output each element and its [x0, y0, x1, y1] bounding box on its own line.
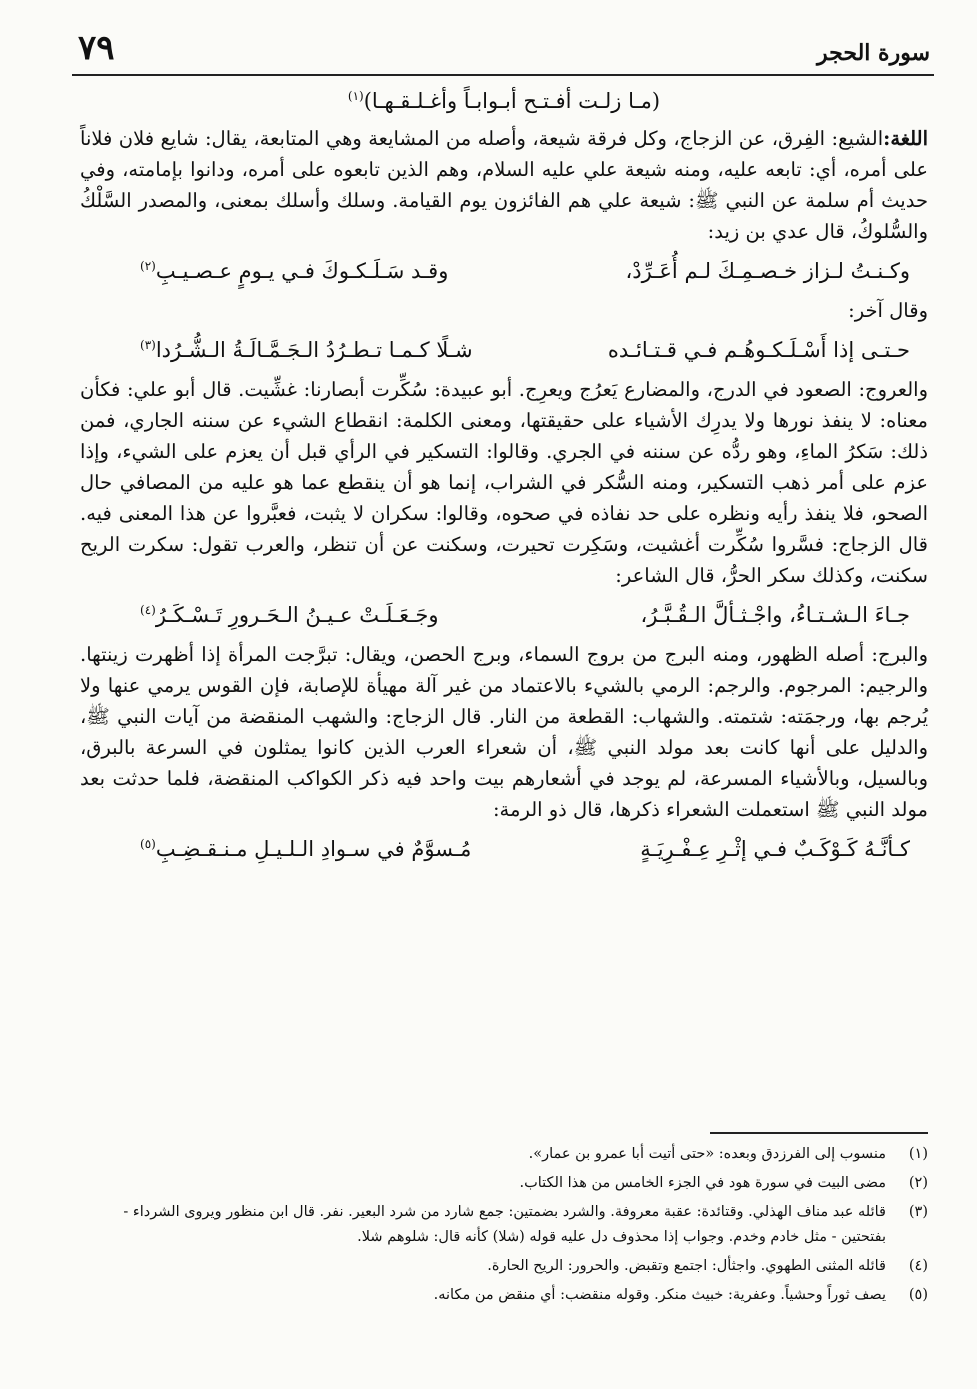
footnote-ref-4: (٤): [140, 603, 156, 617]
footnote: [80, 1283, 928, 1308]
footnotes: [80, 1142, 928, 1312]
poem-hemistich-right: كـأنَّـهُ كَـوْكَـبٌ فـي إثْـرِ عِـفْـرِيَـةٍ: [640, 837, 910, 861]
footnote-number: (١): [908, 1146, 928, 1162]
footnote-number: (٢): [908, 1175, 928, 1191]
another-said: وقال آخر:: [848, 299, 928, 322]
footnote-text: منسوب إلى الفرزدق وبعده: «حتى أتيت أبا عمرو بن عمار».: [528, 1146, 886, 1162]
page-header: [72, 22, 934, 76]
footnote-number: (٥): [908, 1287, 928, 1303]
poem-line-2: [80, 326, 928, 374]
footnote-text: قائله المثنى الطهوي. واجثأل: اجتمع وتقبض. والحرور: الريح الحارة.: [487, 1258, 886, 1274]
footnote-number: (٣): [908, 1204, 928, 1220]
footnote: [80, 1200, 928, 1250]
footnote-divider: [710, 1132, 928, 1134]
paragraph-text: الشيع: الفِرق، عن الزجاج، وكل فرقة شيعة، وأصله من المشايعة وهي المتابعة، يقال: شايع فلان فلاناً على أمره، أي: تابعه عليه، ومنه شيعة علي عليه السلام، وهم الذين تابعوه على أمره، ودانوا بإمامته، وفي حديث أم سلمة عن النبي ﷺ: شيعة علي هم الفائزون يوم القيامة. وسلك وأسلك بمعنى، والمصدر السَّلْكُ والسُّلوكُ، قال عدي بن زيد:: [80, 127, 928, 243]
main-text: [80, 86, 928, 873]
footnote-ref-5: (٥): [140, 837, 156, 851]
poem-line-4: [80, 825, 928, 873]
paragraph-burj: والبرج: أصله الظهور، ومنه البرج من بروج السماء، وبرج الحصن، ويقال: تبرَّجت المرأة إذا أظهرت زينتها. والرجيم: المرجوم. والرجم: الرمي بالشيء بالاعتماد من غير آلة مهيأة للإصابة، فإن القوس يرمي عنها ولا يُرجم بها، ورجمَته: شتمته. والشهاب: القطعة من النار. قال الزجاج: والشهب المنقضة من آيات النبي ﷺ، والدليل على أنها كانت بعد مولد النبي ﷺ، أن شعراء العرب الذين كانوا يمثلون في السرعة بالبرق، وبالسيل، وبالأشياء المسرعة، لم يوجد في أشعارهم بيت واحد فيه ذكر الكواكب المنقضة، فلما حدثت بعد مولد النبي ﷺ استعملت الشعراء ذكرها، قال ذو الرمة:: [80, 643, 928, 821]
poem-hemistich-left: وقـد سَـلَـكـوكَ فـي يـومٍ عـصـيـبِ$^{(٢)}$: [140, 259, 449, 283]
paragraph-uruj: والعروج: الصعود في الدرج، والمضارع يَعرُج ويعرِج. أبو عبيدة: سُكِّرت أبصارنا: غشِّيت. قال أبو علي: فكأن معناه: لا ينفذ نورها ولا يدرِك الأشياء على حقيقتها، ومعنى الكلمة: انقطاع الشيء عن سننه الجاري، فمن ذلك: سَكرُ الماءِ، وهو ردُّه عن سننه في الجري. وقالوا: التسكير في الرأي قبل أن يعزم على الشيء، وإذا عزم على أمر ذهب التسكير، ومنه السُّكر في الشراب، إنما هو أن ينقطع عما هو عليه من المصافي حال الصحو، فلا ينفذ رأيه ونظره على حد نفاذه في صحوه، وقالوا: سكران لا يثبت، فعبَّروا عن هذا المعنى فيه. قال الزجاج: فسَّروا سُكِّرت أغشيت، وسَكِرت تحيرت، وسكنت عن أن تنظر، والعرب تقول: سكرت الريح سكنت، وكذلك سكر الحرُّ، قال الشاعر:: [80, 378, 928, 587]
poem-hemistich-right: جـاءَ الـشـتـاءُ، واجْـثـألَّ الـقُـبَّـرُ،: [640, 603, 910, 627]
footnote-text: مضى البيت في سورة هود في الجزء الخامس من هذا الكتاب.: [519, 1175, 886, 1191]
footnote: [80, 1171, 928, 1196]
footnote: [80, 1142, 928, 1167]
footnote-ref-3: (٣): [140, 338, 156, 352]
footnote-ref-1: (١): [347, 89, 364, 103]
surah-title: سورة الحجر: [817, 40, 930, 66]
footnote-ref-2: (٢): [140, 259, 156, 273]
poem-line-3: [80, 591, 928, 639]
verse-text: (مـا زلـت أفـتـح أبـوابـاً وأغـلـقـهـا): [363, 89, 661, 113]
page-number: ٧٩: [78, 28, 115, 68]
poem-hemistich-right: وكـنـتُ لـزاز خـصـمِـكَ لـم أُعَـرِّدْ،: [625, 259, 910, 283]
poem-hemistich-left: شـلًا كـمـا تـطـرُدُ الـجَـمَّـالَـةُ الـشُّـرُدا$^{(٣)}$: [140, 338, 473, 362]
footnote: [80, 1254, 928, 1279]
poem-hemistich-left: مُـسوَّمٌ في سـوادِ الـلـيـلِ مـنـقـضِـبِ$^{(٥)}$: [140, 837, 472, 861]
poem-hemistich-right: حـتـى إذا أَسْـلَـكـوهُـم فـي قـتـائـده: [607, 338, 910, 362]
paragraph-lexicon: [80, 123, 928, 247]
poem-hemistich-left: وجَـعَـلَـتْ عـيـنُ الـحَـرورِ تَـسْـكَـرُ$^{(٤)}$: [140, 603, 439, 627]
footnote-text: يصف ثوراً وحشياً. وعفرية: خبيث منكر. وقوله منقضب: أي منقض من مكانه.: [433, 1287, 886, 1303]
section-label: اللغة:: [883, 127, 928, 150]
quoted-verse: [80, 86, 928, 117]
footnote-number: (٤): [908, 1258, 928, 1274]
poem-line-1: [80, 247, 928, 295]
footnote-text: قائله عبد مناف الهذلي. وقتائدة: عقبة معروفة. والشرد بضمتين: جمع شارد من شرد البعير. نفر. قال ابن منظور ويروى الشرداء - بفتحتين - مثل خادم وخدم. وجواب إذا محذوف دل عليه قوله (شلا) كأنه قال: شلوهم شلا.: [123, 1204, 886, 1245]
